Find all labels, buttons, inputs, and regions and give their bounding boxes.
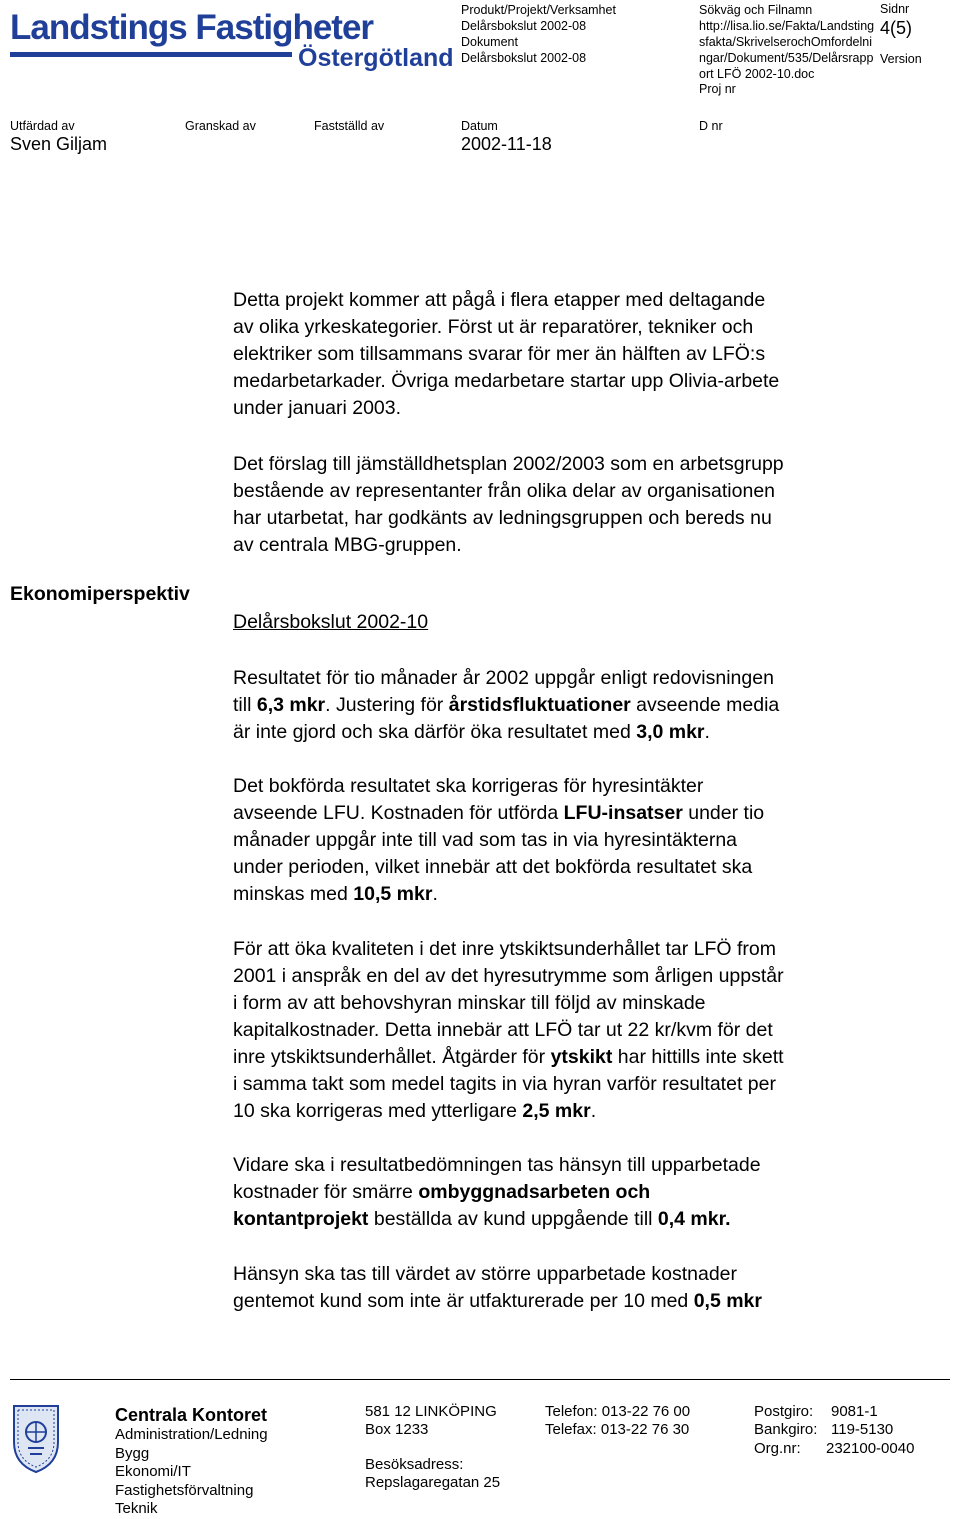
text-line: kapitalkostnader. Detta innebär att LFÖ tar ut 22 kr/kvm för det <box>233 1019 773 1041</box>
paragraph-rebuilding <box>233 1152 933 1233</box>
footer-org-unit: Bygg <box>115 1444 150 1462</box>
header-path-line-4: ort LFÖ 2002-10.doc <box>699 67 815 81</box>
footer-bankgiro-label: Bankgiro: <box>754 1421 818 1438</box>
date-label: Datum <box>461 119 498 133</box>
approved-by-label: Fastställd av <box>314 119 385 133</box>
date-value: 2002-11-18 <box>461 134 552 154</box>
issued-by-value: Sven Giljam <box>10 134 108 154</box>
footer-visit <box>365 1456 500 1492</box>
footer-postgiro-label: Postgiro: <box>754 1403 814 1420</box>
text-line: 2001 i anspråk en del av det hyresutrymme som årligen uppstår <box>233 965 784 987</box>
footer-address-line: Box 1233 <box>365 1421 429 1438</box>
header-product-block <box>461 2 616 66</box>
dnr-label: D nr <box>699 119 723 133</box>
logo-subtext: Östergötland <box>298 44 454 72</box>
text-line: av centrala MBG-gruppen. <box>233 534 462 556</box>
text-line: gentemot kund som inte är utfakturerade per 10 med 0,5 mkr <box>233 1290 762 1312</box>
header-path-block <box>699 2 874 82</box>
text-line: medarbetarkader. Övriga medarbetare startar upp Olivia-arbete <box>233 370 780 392</box>
text-line: Hänsyn ska tas till värdet av större upparbetade kostnader <box>233 1263 738 1285</box>
footer-bankgiro-value: 119-5130 <box>831 1421 894 1438</box>
text-line: är inte gjord och ska därför öka resultatet med 3,0 mkr. <box>233 721 710 743</box>
text-line: till 6,3 mkr. Justering för årstidsfluktuationer avseende media <box>233 694 780 716</box>
header-path-line-3: ngar/Dokument/535/Delårsrapp <box>699 51 874 65</box>
text-line: i form av att behovshyran minskar till följd av minskade <box>233 992 706 1014</box>
footer-phone: Telefon: 013-22 76 00 <box>545 1403 691 1420</box>
text-line: Detta projekt kommer att pågå i flera etapper med deltagande <box>233 289 766 311</box>
footer-org-units <box>115 1426 268 1519</box>
text-line: månader uppgår inte till vad som tas in via hyresintäkterna <box>233 829 738 851</box>
paragraph-equality-plan <box>233 451 933 559</box>
paragraph-invoicing <box>233 1261 933 1315</box>
footer-org-unit: Teknik <box>115 1500 158 1517</box>
footer-address-line: 581 12 LINKÖPING <box>365 1403 497 1420</box>
text-line: kontantprojekt beställda av kund uppgående till 0,4 mkr. <box>233 1208 731 1230</box>
header-product-label: Produkt/Projekt/Verksamhet <box>461 3 616 17</box>
footer-org-unit: Fastighetsförvaltning <box>115 1481 254 1499</box>
text-line: bestående av representanter från olika delar av organisationen <box>233 480 776 502</box>
proj-label: Proj nr <box>699 82 736 96</box>
sidnr-value: 4(5) <box>880 18 913 38</box>
header-path-line-2: sfakta/SkrivelserochOmfordelni <box>699 35 872 49</box>
section-heading-economy: Ekonomiperspektiv <box>10 583 190 605</box>
footer-postgiro-value: 9081-1 <box>831 1403 878 1420</box>
footer-orgnr-value: 232100-0040 <box>826 1440 915 1457</box>
logo-underline <box>10 52 292 57</box>
footer-fax: Telefax: 013-22 76 30 <box>545 1421 690 1438</box>
text-line: Det bokförda resultatet ska korrigeras för hyresintäkter <box>233 775 704 797</box>
header-product-value: Delårsbokslut 2002-08 <box>461 19 587 33</box>
footer-org-unit: Administration/Ledning <box>115 1426 268 1443</box>
sidnr-label: Sidnr <box>880 2 910 16</box>
subheading-report: Delårsbokslut 2002-10 <box>233 611 429 633</box>
header-path-line-1: http://lisa.lio.se/Fakta/Landsting <box>699 19 875 33</box>
text-line: avseende LFU. Kostnaden för utförda LFU-insatser under tio <box>233 802 765 824</box>
paragraph-project <box>233 287 933 422</box>
text-line: Det förslag till jämställdhetsplan 2002/2003 som en arbetsgrupp <box>233 453 784 475</box>
issued-by-label: Utfärdad av <box>10 119 75 133</box>
footer-visit-label: Besöksadress: <box>365 1456 464 1473</box>
reviewed-by-label: Granskad av <box>185 119 256 133</box>
text-line: inre ytskiktsunderhållet. Åtgärder för ytskikt har hittills inte skett <box>233 1046 784 1068</box>
text-line: Vidare ska i resultatbedömningen tas hänsyn till upparbetade <box>233 1154 761 1176</box>
footer-orgnr-label: Org.nr: <box>754 1440 801 1457</box>
footer-org-unit: Ekonomi/IT <box>115 1463 191 1480</box>
text-line: under perioden, vilket innebär att det bokförda resultatet ska <box>233 856 753 878</box>
version-label: Version <box>880 52 922 66</box>
footer-phone-block <box>545 1403 690 1439</box>
footer-visit-value: Repslagaregatan 25 <box>365 1474 501 1491</box>
text-line: minskas med 10,5 mkr. <box>233 883 438 905</box>
footer-divider <box>10 1379 950 1380</box>
county-crest-icon <box>10 1402 62 1474</box>
header-document-value: Delårsbokslut 2002-08 <box>461 51 587 65</box>
text-line: i samma takt som medel tagits in via hyran varför resultatet per <box>233 1073 776 1095</box>
paragraph-lfu <box>233 773 933 908</box>
header-path-label: Sökväg och Filnamn <box>699 3 813 17</box>
text-line: För att öka kvaliteten i det inre ytskiktsunderhållet tar LFÖ from <box>233 938 776 960</box>
text-line: 10 ska korrigeras med ytterligare 2,5 mkr. <box>233 1100 597 1122</box>
paragraph-surface-maintenance <box>233 936 933 1125</box>
text-line: kostnader för smärre ombyggnadsarbeten och <box>233 1181 651 1203</box>
text-line: under januari 2003. <box>233 397 402 419</box>
text-line: av olika yrkeskategorier. Först ut är reparatörer, tekniker och <box>233 316 754 338</box>
text-line: har utarbetat, har godkänts av ledningsgruppen och bereds nu <box>233 507 772 529</box>
text-line: Resultatet för tio månader år 2002 uppgår enligt redovisningen <box>233 667 774 689</box>
footer-address <box>365 1403 497 1439</box>
footer-org-name: Centrala Kontoret <box>115 1405 268 1425</box>
logo-text: Landstings Fastigheter <box>10 8 374 47</box>
header-document-label: Dokument <box>461 35 518 49</box>
paragraph-result <box>233 665 933 746</box>
text-line: elektriker som tillsammans svarar för mer än hälften av LFÖ:s <box>233 343 766 365</box>
